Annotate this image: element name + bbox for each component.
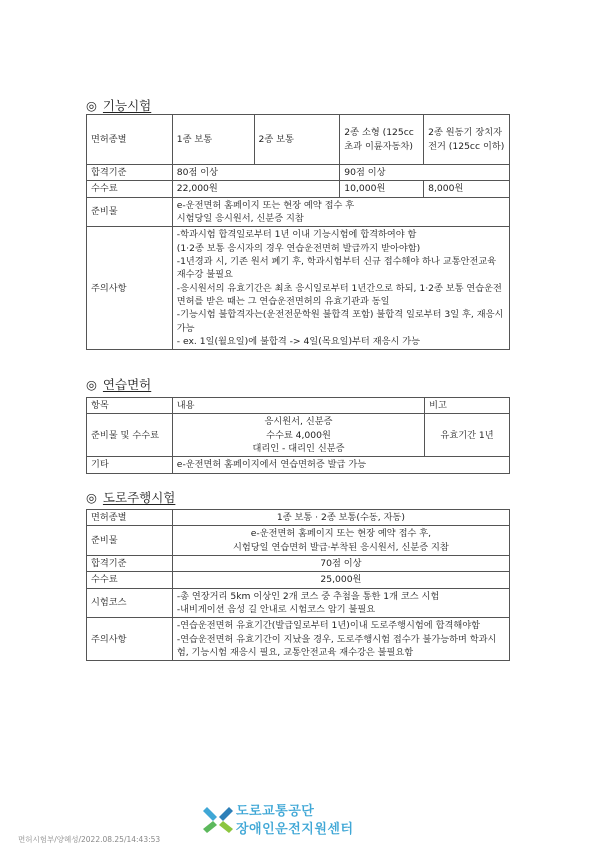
notes-label: 주의사항 bbox=[87, 227, 173, 350]
prep-label: 준비물 bbox=[87, 197, 173, 227]
learner-permit-table bbox=[86, 397, 510, 474]
etc-content: e-운전면허 홈페이지에서 연습면허증 발급 가능 bbox=[172, 457, 509, 473]
section-title-text: 도로주행시험 bbox=[102, 490, 176, 505]
prep-line: 응시원서, 신분증 bbox=[264, 416, 333, 428]
note-line: -기능시험 불합격자는(운전전문학원 불합격 포함) 불합격 일로부터 3일 후, 재응시 가능 bbox=[176, 309, 504, 334]
notes-content bbox=[172, 227, 509, 350]
prep-line: 시험당일 응시원서, 신분증 지참 bbox=[176, 213, 304, 225]
pass-content: 70점 이상 bbox=[172, 556, 509, 572]
logo-org-name: 도로교통공단 bbox=[236, 804, 315, 819]
print-stamp: 면허시험부/양혜성/2022.08.25/14:43:53 bbox=[18, 835, 161, 844]
license-label: 면허종별 bbox=[87, 115, 173, 165]
notes-content bbox=[172, 618, 509, 661]
etc-label: 기타 bbox=[87, 457, 173, 473]
organization-logo-icon bbox=[203, 805, 233, 837]
note-line: -1년경과 시, 기존 원서 폐기 후, 학과시험부터 신규 접수해야 하나 교통안전교육 재수강 불필요 bbox=[176, 256, 497, 281]
logo-center-name: 장애인운전지원센터 bbox=[236, 822, 354, 837]
prep-content bbox=[172, 526, 509, 556]
fee-label: 수수료 bbox=[87, 181, 173, 197]
prep-line: 수수료 4,000원 bbox=[266, 429, 331, 441]
note-line: -연습운전면허 유효기간이 지났을 경우, 도로주행시험 접수가 불가능하며 학과시험, 기능시험 재응시 필요, 교통안전교육 재수강은 불필요함 bbox=[176, 633, 497, 659]
section-title-text: 연습면허 bbox=[102, 377, 152, 392]
license-label: 면허종별 bbox=[87, 510, 173, 526]
prep-line: e-운전면허 홈페이지 또는 현장 예약 접수 후, bbox=[250, 528, 432, 540]
license-2-moped: 2종 원동기 장치자전거 (125cc 이하) bbox=[424, 115, 510, 165]
course-line: -총 연장거리 5km 이상인 2개 코스 중 추첨을 통한 1개 코스 시험 bbox=[176, 590, 440, 602]
section-mark: ◎ bbox=[86, 377, 97, 392]
fee-label: 수수료 bbox=[87, 572, 173, 588]
validity: 유효기간 1년 bbox=[425, 414, 510, 457]
header-content: 내용 bbox=[172, 398, 424, 414]
note-line: - ex. 1일(월요일)에 불합격 -> 4일(목요일)부터 재응시 가능 bbox=[176, 336, 421, 348]
section-title-learner-permit bbox=[86, 375, 151, 393]
license-content: 1종 보통 · 2종 보통(수동, 자동) bbox=[172, 510, 509, 526]
fee-content: 25,000원 bbox=[172, 572, 509, 588]
license-1-normal: 1종 보통 bbox=[172, 115, 254, 165]
pass-label: 합격기준 bbox=[87, 556, 173, 572]
header-note: 비고 bbox=[425, 398, 510, 414]
prep-fee-content bbox=[172, 414, 424, 457]
course-label: 시험코스 bbox=[87, 588, 173, 618]
note-line: -응시원서의 유효기간은 최초 응시일로부터 1년간으로 하되, 1·2종 보통 연습운전면허를 받은 때는 그 연습운전면허의 유효기관과 동일 bbox=[176, 282, 502, 308]
prep-line: e-운전면허 홈페이지 또는 현장 예약 접수 후 bbox=[176, 199, 355, 211]
prep-line: 시험당일 연습면허 발급·부착된 응시원서, 신분증 지참 bbox=[233, 541, 449, 553]
prep-content bbox=[172, 197, 509, 227]
pass-90: 90점 이상 bbox=[340, 165, 510, 181]
fee-10000: 10,000원 bbox=[340, 181, 424, 197]
section-title-text: 기능시험 bbox=[102, 98, 152, 113]
section-title-road-test bbox=[86, 488, 175, 506]
section-mark: ◎ bbox=[86, 490, 97, 505]
notes-label: 주의사항 bbox=[87, 618, 173, 661]
prep-label: 준비물 bbox=[87, 526, 173, 556]
license-2-small: 2종 소형 (125cc 초과 이륜자동차) bbox=[340, 115, 424, 165]
course-content bbox=[172, 588, 509, 618]
prep-line: 대리인 - 대리인 신분증 bbox=[252, 443, 345, 455]
note-line: (1·2종 보통 응시자의 경우 연습운전면허 발급까지 받아야함) bbox=[176, 242, 421, 254]
section-mark: ◎ bbox=[86, 98, 97, 113]
note-line: -연습운전면허 유효기간(발급일로부터 1년)이내 도로주행시험에 합격해야함 bbox=[176, 620, 480, 632]
note-line: -학과시험 합격일로부터 1년 이내 기능시험에 합격하여야 함 bbox=[176, 229, 417, 241]
road-test-table bbox=[86, 509, 510, 661]
course-line: -내비게이션 음성 길 안내로 시험코스 암기 불필요 bbox=[176, 604, 376, 616]
section-title-skill-test bbox=[86, 96, 151, 114]
license-2-normal: 2종 보통 bbox=[254, 115, 340, 165]
skill-test-table bbox=[86, 114, 510, 350]
fee-22000: 22,000원 bbox=[172, 181, 340, 197]
pass-80: 80점 이상 bbox=[172, 165, 340, 181]
pass-label: 합격기준 bbox=[87, 165, 173, 181]
prep-fee-label: 준비물 및 수수료 bbox=[87, 414, 173, 457]
fee-8000: 8,000원 bbox=[424, 181, 510, 197]
header-item: 항목 bbox=[87, 398, 173, 414]
